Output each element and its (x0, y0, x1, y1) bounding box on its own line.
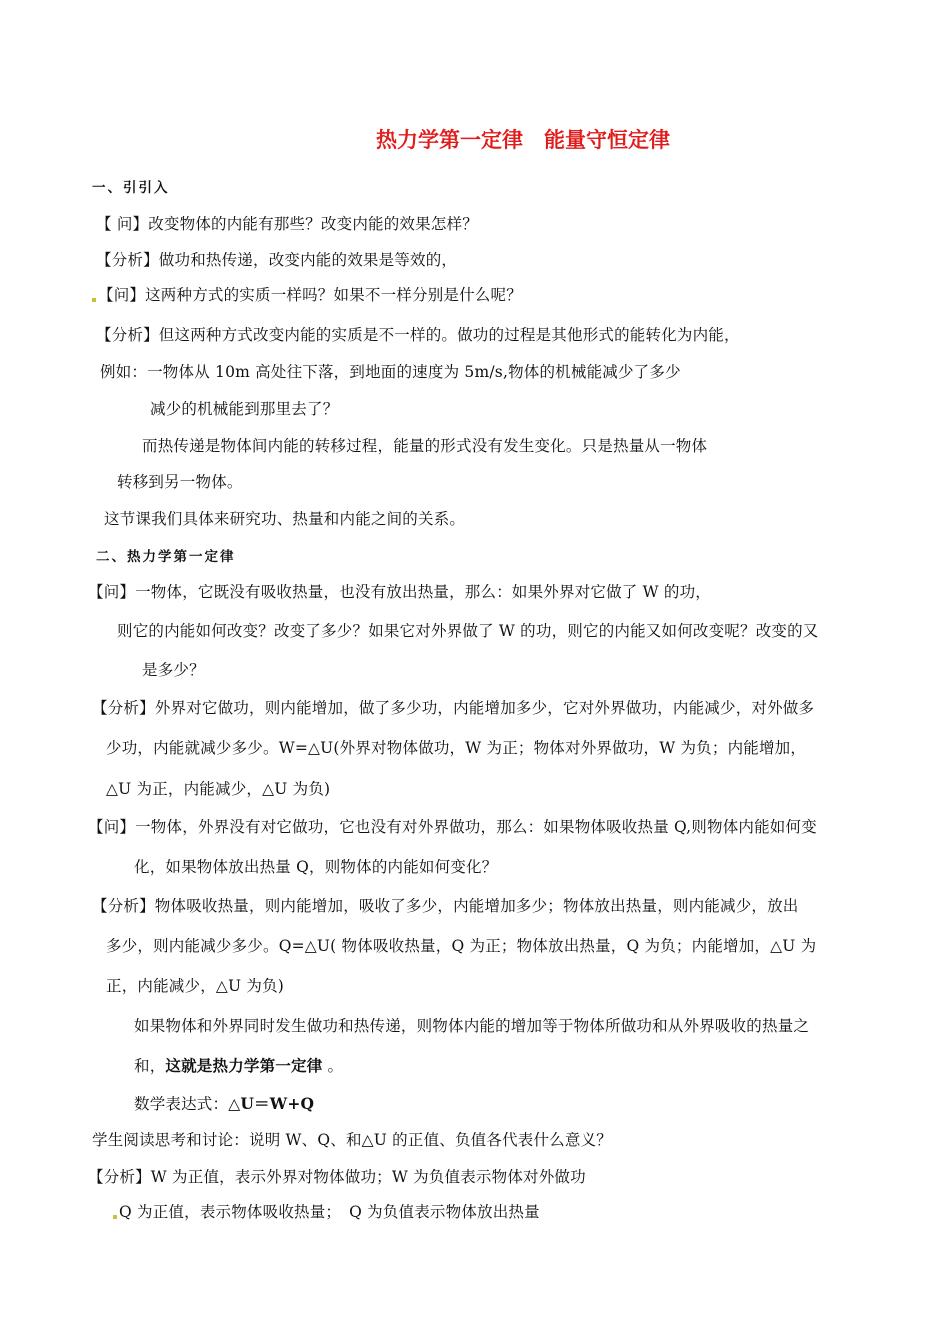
first-law-suffix: 。 (322, 1057, 344, 1075)
example-line-2: 减少的机械能到那里去了？ (150, 400, 339, 418)
heat-transfer-line-1: 而热传递是物体间内能的转移过程，能量的形式没有发生变化。只是热量从一物体 (142, 437, 708, 455)
formula: △U＝W+Q (228, 1094, 315, 1113)
question-2-row (92, 285, 522, 305)
analysis-5-line-1: 【分析】W 为正值，表示外界对物体做功；W 为负值表示物体对外做功 (88, 1168, 586, 1186)
analysis-2: 【分析】但这两种方式改变内能的实质是不一样的。做功的过程是其他形式的能转化为内能， (96, 326, 740, 344)
formula-label: 数学表达式： (134, 1095, 229, 1113)
question-2: 【问】这两种方式的实质一样吗？如果不一样分别是什么呢？ (98, 286, 522, 304)
edit-mark-icon (113, 1215, 117, 1219)
analysis-3-line-3: △U 为正，内能减少，△U 为负) (106, 780, 331, 798)
question-3-line-2: 则它的内能如何改变？改变了多少？如果它对外界做了 W 的功，则它的内能又如何改变呢？改变的又 (117, 622, 819, 640)
analysis-4-line-3: 正，内能减少，△U 为负) (106, 977, 285, 995)
section-summary: 这节课我们具体来研究功、热量和内能之间的关系。 (104, 510, 466, 528)
analysis-3-line-1: 【分析】外界对它做功，则内能增加，做了多少功，内能增加多少，它对外界做功，内能减少，对外做多 (92, 699, 815, 717)
first-law-statement: 这就是热力学第一定律 (165, 1056, 323, 1075)
edit-mark-icon (92, 298, 96, 302)
analysis-5-line-2-row (113, 1202, 540, 1222)
question-4-line-1: 【问】一物体，外界没有对它做功，它也没有对外界做功，那么：如果物体吸收热量 Q,则物体内能如何变 (88, 818, 817, 836)
section-heading-intro: 一、引引入 (92, 180, 170, 196)
question-3-line-1: 【问】一物体，它既没有吸收热量，也没有放出热量，那么：如果外界对它做了 W 的功， (88, 583, 711, 601)
question-3-line-3: 是多少？ (142, 661, 205, 679)
first-law-prefix: 和， (134, 1057, 166, 1075)
analysis-4-line-2: 多少，则内能减少多少。Q=△U( 物体吸收热量，Q 为正；物体放出热量，Q 为负；内能增加，△U 为 (106, 937, 817, 955)
example-line-1: 例如：一物体从 10m 高处往下落，到地面的速度为 5m/s,物体的机械能减少了多少 (100, 363, 681, 381)
formula-row (134, 1094, 314, 1114)
first-law-line-2 (134, 1056, 343, 1076)
page-title: 热力学第一定律 能量守恒定律 (376, 128, 670, 152)
heat-transfer-line-2: 转移到另一物体。 (117, 473, 243, 491)
analysis-5-line-2: Q 为正值，表示物体吸收热量； Q 为负值表示物体放出热量 (119, 1203, 540, 1221)
section-heading-first-law: 二、热力学第一定律 (96, 549, 236, 565)
question-1: 【 问】改变物体的内能有那些？改变内能的效果怎样？ (96, 215, 478, 233)
first-law-line-1: 如果物体和外界同时发生做功和热传递，则物体内能的增加等于物体所做功和从外界吸收的热量之 (134, 1017, 810, 1035)
discussion-prompt: 学生阅读思考和讨论：说明 W、Q、和△U 的正值、负值各代表什么意义？ (92, 1131, 612, 1149)
analysis-4-line-1: 【分析】物体吸收热量，则内能增加，吸收了多少，内能增加多少；物体放出热量，则内能减少，放出 (92, 897, 799, 915)
analysis-1: 【分析】做功和热传递，改变内能的效果是等效的， (96, 251, 458, 269)
analysis-3-line-2: 少功，内能就减少多少。W=△U(外界对物体做功，W 为正；物体对外界做功，W 为负；内能增加， (106, 739, 807, 757)
question-4-line-2: 化，如果物体放出热量 Q，则物体的内能如何变化？ (134, 858, 498, 876)
